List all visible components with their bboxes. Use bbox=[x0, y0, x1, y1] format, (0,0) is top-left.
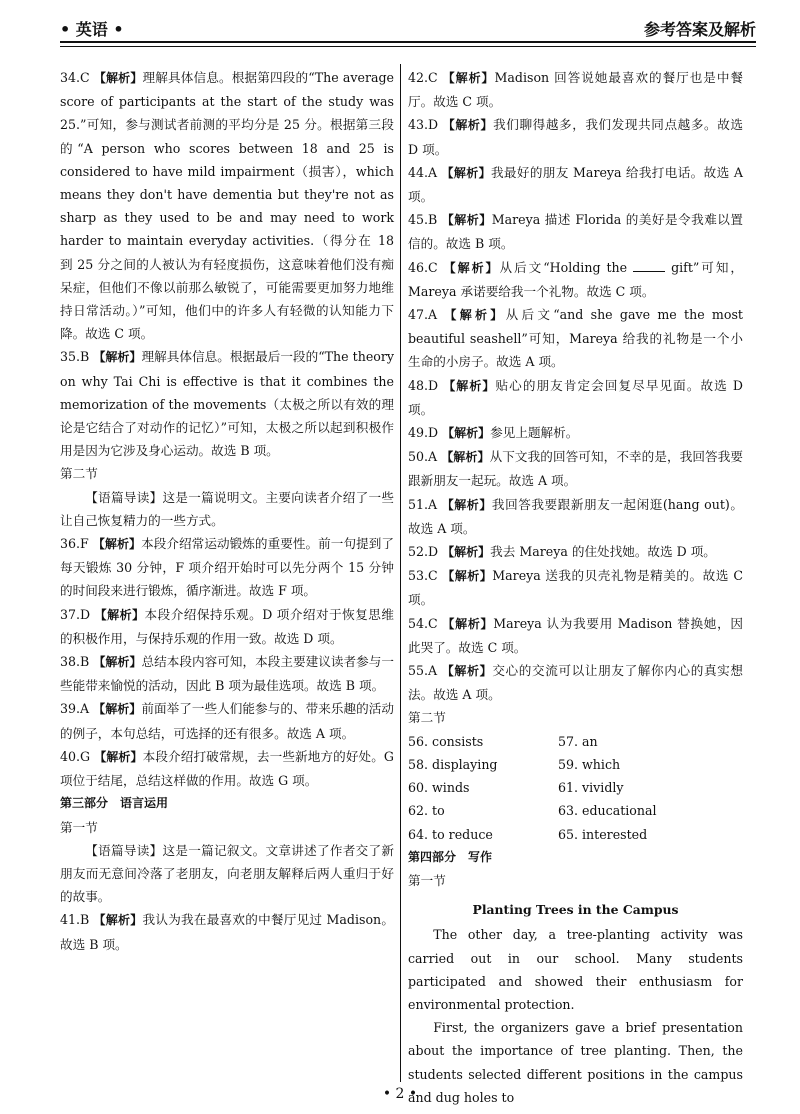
section-heading: 第二节 bbox=[60, 466, 98, 482]
answer-item: 48.D 【解析】贴心的朋友肯定会回复尽早见面。故选 D 项。 bbox=[408, 377, 743, 417]
answer-item: 41.B 【解析】我认为我在最喜欢的中餐厅见过 Madison。故选 B 项。 bbox=[60, 912, 394, 952]
right-column bbox=[408, 66, 743, 1109]
passage-intro: 【语篇导读】这是一篇记叙文。文章讲述了作者交了新朋友而无意间冷落了老朋友，向老朋友解释后两人重归于好的故事。 bbox=[60, 842, 394, 905]
answer-item: 34.C 【解析】理解具体信息。根据第四段的“The average score of participants at the start of the study was 25.”可知，参与测试者前测的平均分是 25 分。根据第三段的“A person who scores between 18 and 25 is considered to have mild impairment（损害），which means they don't have dementia but they're not as sharp as they used to be and may need to work harder to maintain everyday activities.（得分在 18 到 25 分之间的人被认为有轻度损伤，这意味着他们没有痴呆症，但他们不像以前那么敏锐了，可能需要更加努力地维持日常活动。）”可知，他们中的许多人有轻微的认知能力下降。故选 C 项。 bbox=[60, 70, 394, 342]
section-heading: 第一节 bbox=[408, 872, 446, 888]
answer-item: 36.F 【解析】本段介绍常运动锻炼的重要性。前一句提到了每天锻炼 30 分钟，F 项介绍开始时可以先分两个 15 分钟的时间段来进行锻炼，循序渐进。故选 F 项。 bbox=[60, 536, 394, 599]
answer-key-title: 参考答案及解析 bbox=[643, 20, 756, 39]
passage-intro: 【语篇导读】这是一篇说明文。主要向读者介绍了一些让自己恢复精力的一些方式。 bbox=[60, 489, 394, 528]
fill-answer: 64. to reduce bbox=[408, 826, 493, 842]
part-heading: 第四部分 写作 bbox=[408, 849, 493, 864]
answer-item: 44.A 【解析】我最好的朋友 Mareya 给我打电话。故选 A 项。 bbox=[408, 164, 743, 205]
answer-item: 45.B 【解析】Mareya 描述 Florida 的美好是令我难以置信的。故选 B 项。 bbox=[408, 212, 743, 252]
fill-answer: 59. which bbox=[558, 756, 621, 772]
fill-answer: 62. to bbox=[408, 803, 445, 819]
answer-item: 47.A 【解析】从后文“and she gave me the most beautiful seashell”可知，Mareya 给我的礼物是一个小生命的小房子。故选 A 项。 bbox=[408, 307, 743, 370]
fill-answer: 60. winds bbox=[408, 780, 470, 796]
part-heading: 第三部分 语言运用 bbox=[60, 796, 169, 811]
answer-item: 39.A 【解析】前面举了一些人们能参与的、带来乐趣的活动的例子，本句总结，可选择的还有很多。故选 A 项。 bbox=[60, 701, 394, 741]
section-heading: 第二节 bbox=[408, 710, 446, 726]
header-rule-thin bbox=[60, 46, 756, 47]
fill-answer: 65. interested bbox=[558, 826, 648, 842]
fill-answer: 56. consists bbox=[408, 733, 484, 749]
answer-item: 53.C 【解析】Mareya 送我的贝壳礼物是精美的。故选 C 项。 bbox=[408, 568, 743, 608]
column-divider bbox=[400, 64, 401, 1082]
header-rule-thick bbox=[60, 41, 756, 43]
answer-item: 54.C 【解析】Mareya 认为我要用 Madison 替换她，因此哭了。故选 C 项。 bbox=[408, 615, 743, 655]
essay-title: Planting Trees in the Campus bbox=[472, 902, 679, 918]
answer-item: 49.D 【解析】参见上题解析。 bbox=[408, 425, 579, 441]
fill-answer: 58. displaying bbox=[408, 756, 498, 772]
answer-item: 35.B 【解析】理解具体信息。根据最后一段的“The theory on why Tai Chi is effective is that it combines the memorization of the movements（太极之所以有效的理论是它结合了对动作的记忆）”可知，太极之所以起到积极作用是因为它涉及身心运动。故选 B 项。 bbox=[60, 349, 394, 459]
essay-paragraph: The other day, a tree-planting activity was carried out in our school. Many students participated and showed their enthusiasm for environmental protection. bbox=[408, 927, 743, 1012]
answer-item: 55.A 【解析】交心的交流可以让朋友了解你内心的真实想法。故选 A 项。 bbox=[408, 663, 743, 703]
left-column bbox=[60, 66, 394, 956]
answer-item: 52.D 【解析】我去 Mareya 的住处找她。故选 D 项。 bbox=[408, 544, 716, 560]
answer-item: 37.D 【解析】本段介绍保持乐观。D 项介绍对于恢复思维的积极作用，与保持乐观的作用一致。故选 D 项。 bbox=[60, 606, 394, 646]
answer-item: 50.A 【解析】从下文我的回答可知，不幸的是，我回答我要跟新朋友一起玩。故选 A 项。 bbox=[408, 449, 743, 489]
answer-item: 43.D 【解析】我们聊得越多，我们发现共同点越多。故选 D 项。 bbox=[408, 117, 743, 157]
page-header bbox=[60, 14, 756, 40]
page-number: • 2 • bbox=[382, 1086, 418, 1102]
subject-label: • 英语 • bbox=[60, 20, 124, 39]
essay-paragraph: First, the organizers gave a brief presentation about the importance of tree planting. Then, the students selected different positions in the campus and dug holes to bbox=[408, 1020, 743, 1105]
section-heading: 第一节 bbox=[60, 819, 98, 835]
fill-answer-grid bbox=[408, 730, 743, 846]
answer-item: 38.B 【解析】总结本段内容可知，本段主要建议读者参与一些能带来愉悦的活动，因此 B 项为最佳选项。故选 B 项。 bbox=[60, 654, 394, 694]
fill-answer: 63. educational bbox=[558, 803, 657, 819]
answer-item: 42.C 【解析】Madison 回答说她最喜欢的餐厅也是中餐厅。故选 C 项。 bbox=[408, 70, 743, 110]
answer-item: 46.C 【解析】从后文“Holding the gift”可知，Mareya 承诺要给我一个礼物。故选 C 项。 bbox=[408, 259, 744, 299]
blank-line bbox=[633, 259, 665, 272]
fill-answer: 61. vividly bbox=[558, 780, 624, 796]
answer-item: 40.G 【解析】本段介绍打破常规，去一些新地方的好处。G 项位于结尾，总结这样做的作用。故选 G 项。 bbox=[60, 748, 394, 789]
fill-answer: 57. an bbox=[558, 733, 598, 749]
answer-item: 51.A 【解析】我回答我要跟新朋友一起闲逛(hang out)。故选 A 项。 bbox=[408, 496, 743, 536]
